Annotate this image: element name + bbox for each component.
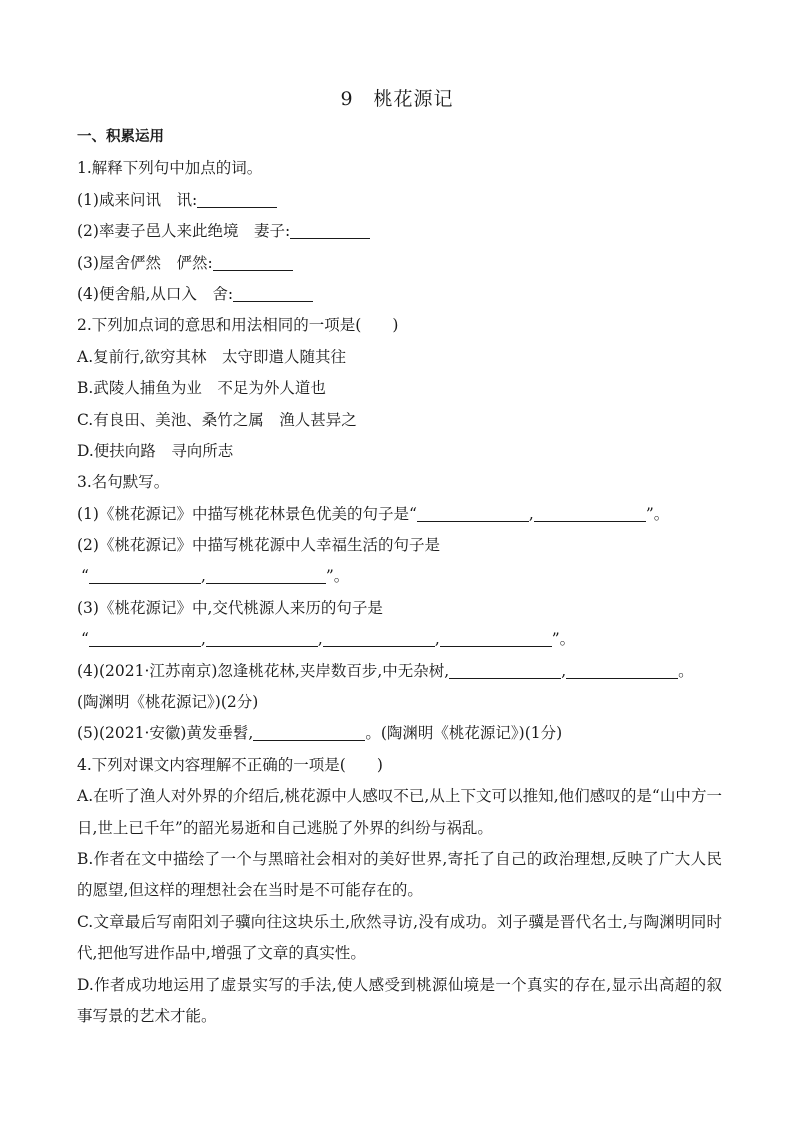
question-3-item-2-answer: “ , ”。 [81,567,350,586]
answer-blank[interactable] [566,663,678,679]
question-3-item-4-source: (陶渊明《桃花源记》)(2分) [77,693,259,712]
answer-blank[interactable] [417,506,529,522]
question-2-option-d: D.便扶向路 寻向所志 [77,441,234,460]
question-4-option-d: D.作者成功地运用了虚景实写的手法,使人感受到桃源仙境是一个真实的存在,显示出高超的叙事写景的艺术才能。 [77,975,722,1026]
question-2-option-b: B.武陵人捕鱼为业 不足为外人道也 [77,379,326,398]
answer-blank[interactable] [213,255,293,271]
question-4-option-a: A.在听了渔人对外界的介绍后,桃花源中人感叹不已,从上下文可以推知,他们感叹的是“山中方一日,世上已千年”的韶光易逝和自己逃脱了外界的纠纷与祸乱。 [77,787,722,837]
question-1-stem: 1.解释下列句中加点的词。 [77,159,263,178]
question-1-item-2: (2)率妻子邑人来此绝境 妻子: [77,216,722,247]
lesson-number: 9 [340,88,354,110]
page-title [0,84,794,111]
answer-blank[interactable] [197,192,277,208]
answer-blank[interactable] [290,223,370,239]
question-3-item-2-prompt: (2)《桃花源记》中描写桃花源中人幸福生活的句子是 [77,536,440,555]
answer-blank[interactable] [534,506,646,522]
question-4-option-c: C.文章最后写南阳刘子骥向往这块乐土,欣然寻访,没有成功。刘子骥是晋代名士,与陶渊明同时代,把他写进作品中,增强了文章的真实性。 [77,912,722,963]
question-2-stem: 2.下列加点词的意思和用法相同的一项是( ) [77,316,399,335]
answer-blank[interactable] [323,631,435,647]
question-content [77,122,722,1032]
question-1-item-3: (3)屋舍俨然 俨然: [77,248,722,279]
answer-blank[interactable] [89,568,201,584]
answer-blank[interactable] [440,631,552,647]
question-2-option-c: C.有良田、美池、桑竹之属 渔人甚异之 [77,410,357,429]
question-3-item-1: (1)《桃花源记》中描写桃花林景色优美的句子是“ , ”。 [77,504,670,523]
question-3-item-3-answer: “ , , , ”。 [81,630,576,649]
question-2-option-a: A.复前行,欲穷其林 太守即遣人随其往 [77,347,347,366]
question-3-item-5: (5)(2021·安徽)黄发垂髫, 。(陶渊明《桃花源记》)(1分) [77,724,563,743]
lesson-title: 桃花源记 [373,88,454,110]
section-heading: 一、积累运用 [77,129,164,145]
question-4-option-b: B.作者在文中描绘了一个与黑暗社会相对的美好世界,寄托了自己的政治理想,反映了广大人民的愿望,但这样的理想社会在当时是不可能存在的。 [77,850,722,900]
answer-blank[interactable] [206,568,326,584]
question-1-item-4: (4)便舍船,从口入 舍: [77,279,722,310]
answer-blank[interactable] [206,631,318,647]
answer-blank[interactable] [253,725,365,741]
question-3-stem: 3.名句默写。 [77,473,170,492]
answer-blank[interactable] [233,286,313,302]
answer-blank[interactable] [89,631,201,647]
question-3-item-4: (4)(2021·江苏南京)忽逢桃花林,夹岸数百步,中无杂树, , 。 [77,661,694,680]
question-4-stem: 4.下列对课文内容理解不正确的一项是( ) [77,755,383,774]
answer-blank[interactable] [449,663,561,679]
question-3-item-3-prompt: (3)《桃花源记》中,交代桃源人来历的句子是 [77,598,383,617]
question-1-item-1: (1)咸来问讯 讯: [77,185,722,216]
